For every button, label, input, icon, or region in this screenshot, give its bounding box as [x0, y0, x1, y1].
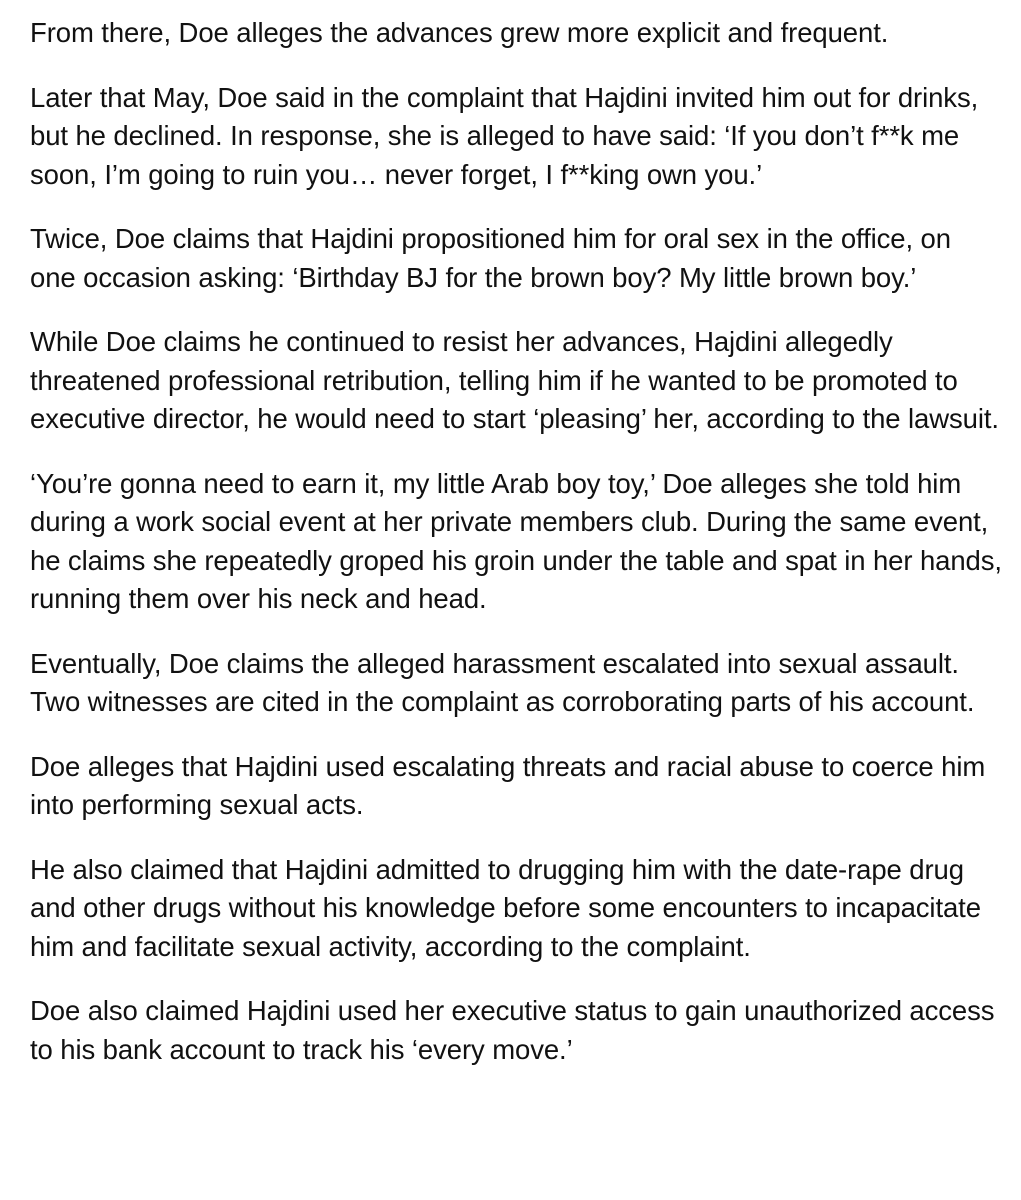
paragraph: ‘You’re gonna need to earn it, my little Arab boy toy,’ Doe alleges she told him during a work social event at her private members club. During the same event, he claims she repeatedly groped his groin under the table and spat in her hands, running them over his neck and head.	[30, 467, 1002, 614]
paragraph: From there, Doe alleges the advances grew more explicit and frequent.	[30, 17, 889, 48]
paragraph: Eventually, Doe claims the alleged harassment escalated into sexual assault. Two witnesses are cited in the complaint as corroborating parts of his account.	[30, 647, 975, 717]
paragraph: He also claimed that Hajdini admitted to drugging him with the date-rape drug and other drugs without his knowledge before some encounters to incapacitate him and facilitate sexual activity, according to the complaint.	[30, 853, 981, 962]
paragraph: Twice, Doe claims that Hajdini propositioned him for oral sex in the office, on one occasion asking: ‘Birthday BJ for the brown boy? My little brown boy.’	[30, 223, 951, 293]
paragraph: Doe alleges that Hajdini used escalating threats and racial abuse to coerce him into performing sexual acts.	[30, 750, 986, 820]
paragraph: While Doe claims he continued to resist her advances, Hajdini allegedly threatened professional retribution, telling him if he wanted to be promoted to executive director, he would need to start ‘pleasing’ her, according to the lawsuit.	[30, 326, 999, 434]
paragraph: Doe also claimed Hajdini used her executive status to gain unauthorized access to his bank account to track his ‘every move.’	[30, 995, 995, 1065]
paragraph: Later that May, Doe said in the complaint that Hajdini invited him out for drinks, but he declined. In response, she is alleged to have said: ‘If you don’t f**k me soon, I’m going to ruin you… never forget, I f**king own you.’	[30, 81, 979, 190]
